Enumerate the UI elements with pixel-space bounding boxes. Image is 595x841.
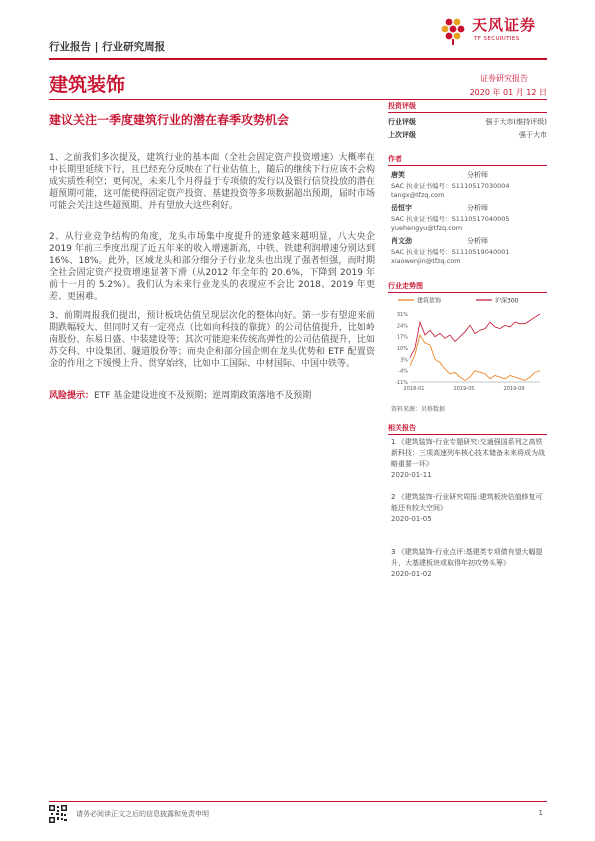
y-tick-label: 17% xyxy=(396,334,408,341)
trend-divider xyxy=(388,292,547,293)
risk-note xyxy=(49,390,375,402)
x-tick-label: 2018-01 xyxy=(403,386,425,392)
y-tick-label: -11% xyxy=(395,380,408,386)
legend-label: 建筑装饰 xyxy=(417,297,442,305)
y-tick-label: 24% xyxy=(396,323,408,330)
disclaimer: 请务必阅读正文之后的信息披露和免责申明 xyxy=(76,810,209,818)
trend-section-title: 行业走势图 xyxy=(388,282,423,290)
related-section-title: 相关报告 xyxy=(388,424,416,432)
related-report-item[interactable] xyxy=(391,547,547,580)
related-report-date: 2020-01-11 xyxy=(391,471,432,479)
series-line xyxy=(410,335,540,380)
report-title: 建议关注一季度建筑行业的潜在春季攻势机会 xyxy=(49,113,290,127)
report-date: 2020 年 01 月 12 日 xyxy=(469,88,547,97)
related-divider xyxy=(388,434,547,435)
prev-rating-value: 强于大市 xyxy=(519,131,547,139)
related-report-text[interactable]: 1 《建筑装饰-行业专题研究:交通强国系列之高铁新科技：三项高速列车核心技术储备未来将成为战略重要一环》 xyxy=(391,438,545,468)
author-name: 岳恒宇 xyxy=(391,204,412,212)
related-report-item[interactable] xyxy=(391,492,547,525)
y-tick-label: 10% xyxy=(396,346,408,352)
y-tick-label: 3% xyxy=(400,357,408,364)
risk-label: 风险提示： xyxy=(49,391,95,401)
header-divider xyxy=(49,58,547,60)
rating-section-title: 投资评级 xyxy=(388,102,416,110)
rating-value: 强于大市(维持评级) xyxy=(485,118,547,126)
y-tick-label: -4% xyxy=(398,368,408,375)
series-line xyxy=(410,314,540,358)
author-sac: SAC 执业证书编号：S1110517040005 xyxy=(391,215,510,223)
brand-flower-icon xyxy=(439,15,469,45)
legend-label: 沪深300 xyxy=(495,297,519,305)
author-sac: SAC 执业证书编号：S1110517030004 xyxy=(391,182,510,190)
rating-divider xyxy=(388,112,547,113)
author-role: 分析师 xyxy=(467,237,488,245)
author-email[interactable]: xiaowenjin@tfzq.com xyxy=(391,257,461,265)
authors-divider xyxy=(388,165,547,166)
body-paragraph-2: 2、从行业竞争结构的角度，龙头市场集中度提升的迹象越来越明显，八大央企 2019 年前三季度出现了近五年来的收入增速新高，中铁、铁建利润增速分别达到 16%、18%。此外，区域龙头和部分细分子行业龙头也出现了强者恒强，而时期全社会固定资产投资增速显著下滑（从2012 年全年的 20.6%，下降到 2019 年前十一月的 5.2%）。我们认为未来行业龙头的表现应不会比 2018、2019 年更差、更困难。 xyxy=(49,232,375,302)
page-number: 1 xyxy=(538,809,543,817)
related-report-date: 2020-01-02 xyxy=(391,570,432,578)
prev-rating-label: 上次评级 xyxy=(388,131,416,139)
author-name: 唐笑 xyxy=(391,171,405,179)
authors-section-title: 作者 xyxy=(388,155,402,163)
qr-code-icon xyxy=(49,805,67,823)
x-tick-label: 2019-05 xyxy=(453,386,475,392)
x-tick-label: 2019-09 xyxy=(503,386,525,392)
author-role: 分析师 xyxy=(467,171,488,179)
related-report-item[interactable] xyxy=(391,437,547,481)
title-divider xyxy=(49,99,547,100)
author-email[interactable]: yuehengyu@tfzq.com xyxy=(391,224,463,232)
author-name: 肖文劲 xyxy=(391,237,412,245)
y-tick-label: 31% xyxy=(396,312,408,318)
body-paragraph-1: 1、之前我们多次提及，建筑行业的基本面（全社会固定资产投资增速）大概率在中长期里延续下行，且已经充分反映在了行业估值上，随后的继续下行应该不会构成实质性利空；更何况，未来几个月得益于专项债的发行以及银行信贷投放的潜在超预期可能，这可能使得固定资产投资、基建投资等多项数据超出预期，届时市场可能会关注这些超预期、并有望放大这些利好。 xyxy=(49,153,375,211)
rating-label: 行业评级 xyxy=(388,118,416,126)
body-paragraph-3: 3、前期周报我们提出，预计板块估值呈现层次化的整体向好。第一步有望迎来前期跌幅较大、但同时又有一定亮点（比如向科技的靠拢）的公司估值提升，比如岭南股份、东易日盛、中装建设等；其次可能迎来传统高弹性的公司估值提升，比如苏交科、中设集团、隧道股份等；而央企和部分国企则在龙头优势和 ETF 配置资金的作用之下缓慢上升、贯穿始终，比如中工国际、中材国际、中国中铁等。 xyxy=(49,311,375,369)
author-role: 分析师 xyxy=(467,204,488,212)
footer-divider xyxy=(49,801,547,802)
report-type: 证券研究报告 xyxy=(480,74,528,83)
related-report-text[interactable]: 3 《建筑装饰-行业点评:基建类专项债有望大幅提升，大基建板块或取得年初攻势头筹》 xyxy=(391,548,543,567)
industry-title: 建筑装饰 xyxy=(49,74,126,96)
related-report-text[interactable]: 2 《建筑装饰-行业研究周报:建筑板块估值修复可能还有较大空间》 xyxy=(391,493,543,512)
breadcrumb: 行业报告 | 行业研究周报 xyxy=(49,41,166,53)
author-email[interactable]: tangx@tfzq.com xyxy=(391,191,445,199)
brand-name-cn: 天风证券 xyxy=(472,16,537,34)
risk-text: ETF 基金建设进度不及预期；逆周期政策落地不及预期 xyxy=(94,391,312,401)
chart-source: 资料来源：贝格数据 xyxy=(391,406,446,413)
author-sac: SAC 执业证书编号：S1110519040001 xyxy=(391,248,510,256)
industry-trend-chart xyxy=(388,294,547,394)
brand-name-en: TF SECURITIES xyxy=(474,36,520,42)
related-report-date: 2020-01-05 xyxy=(391,515,432,523)
